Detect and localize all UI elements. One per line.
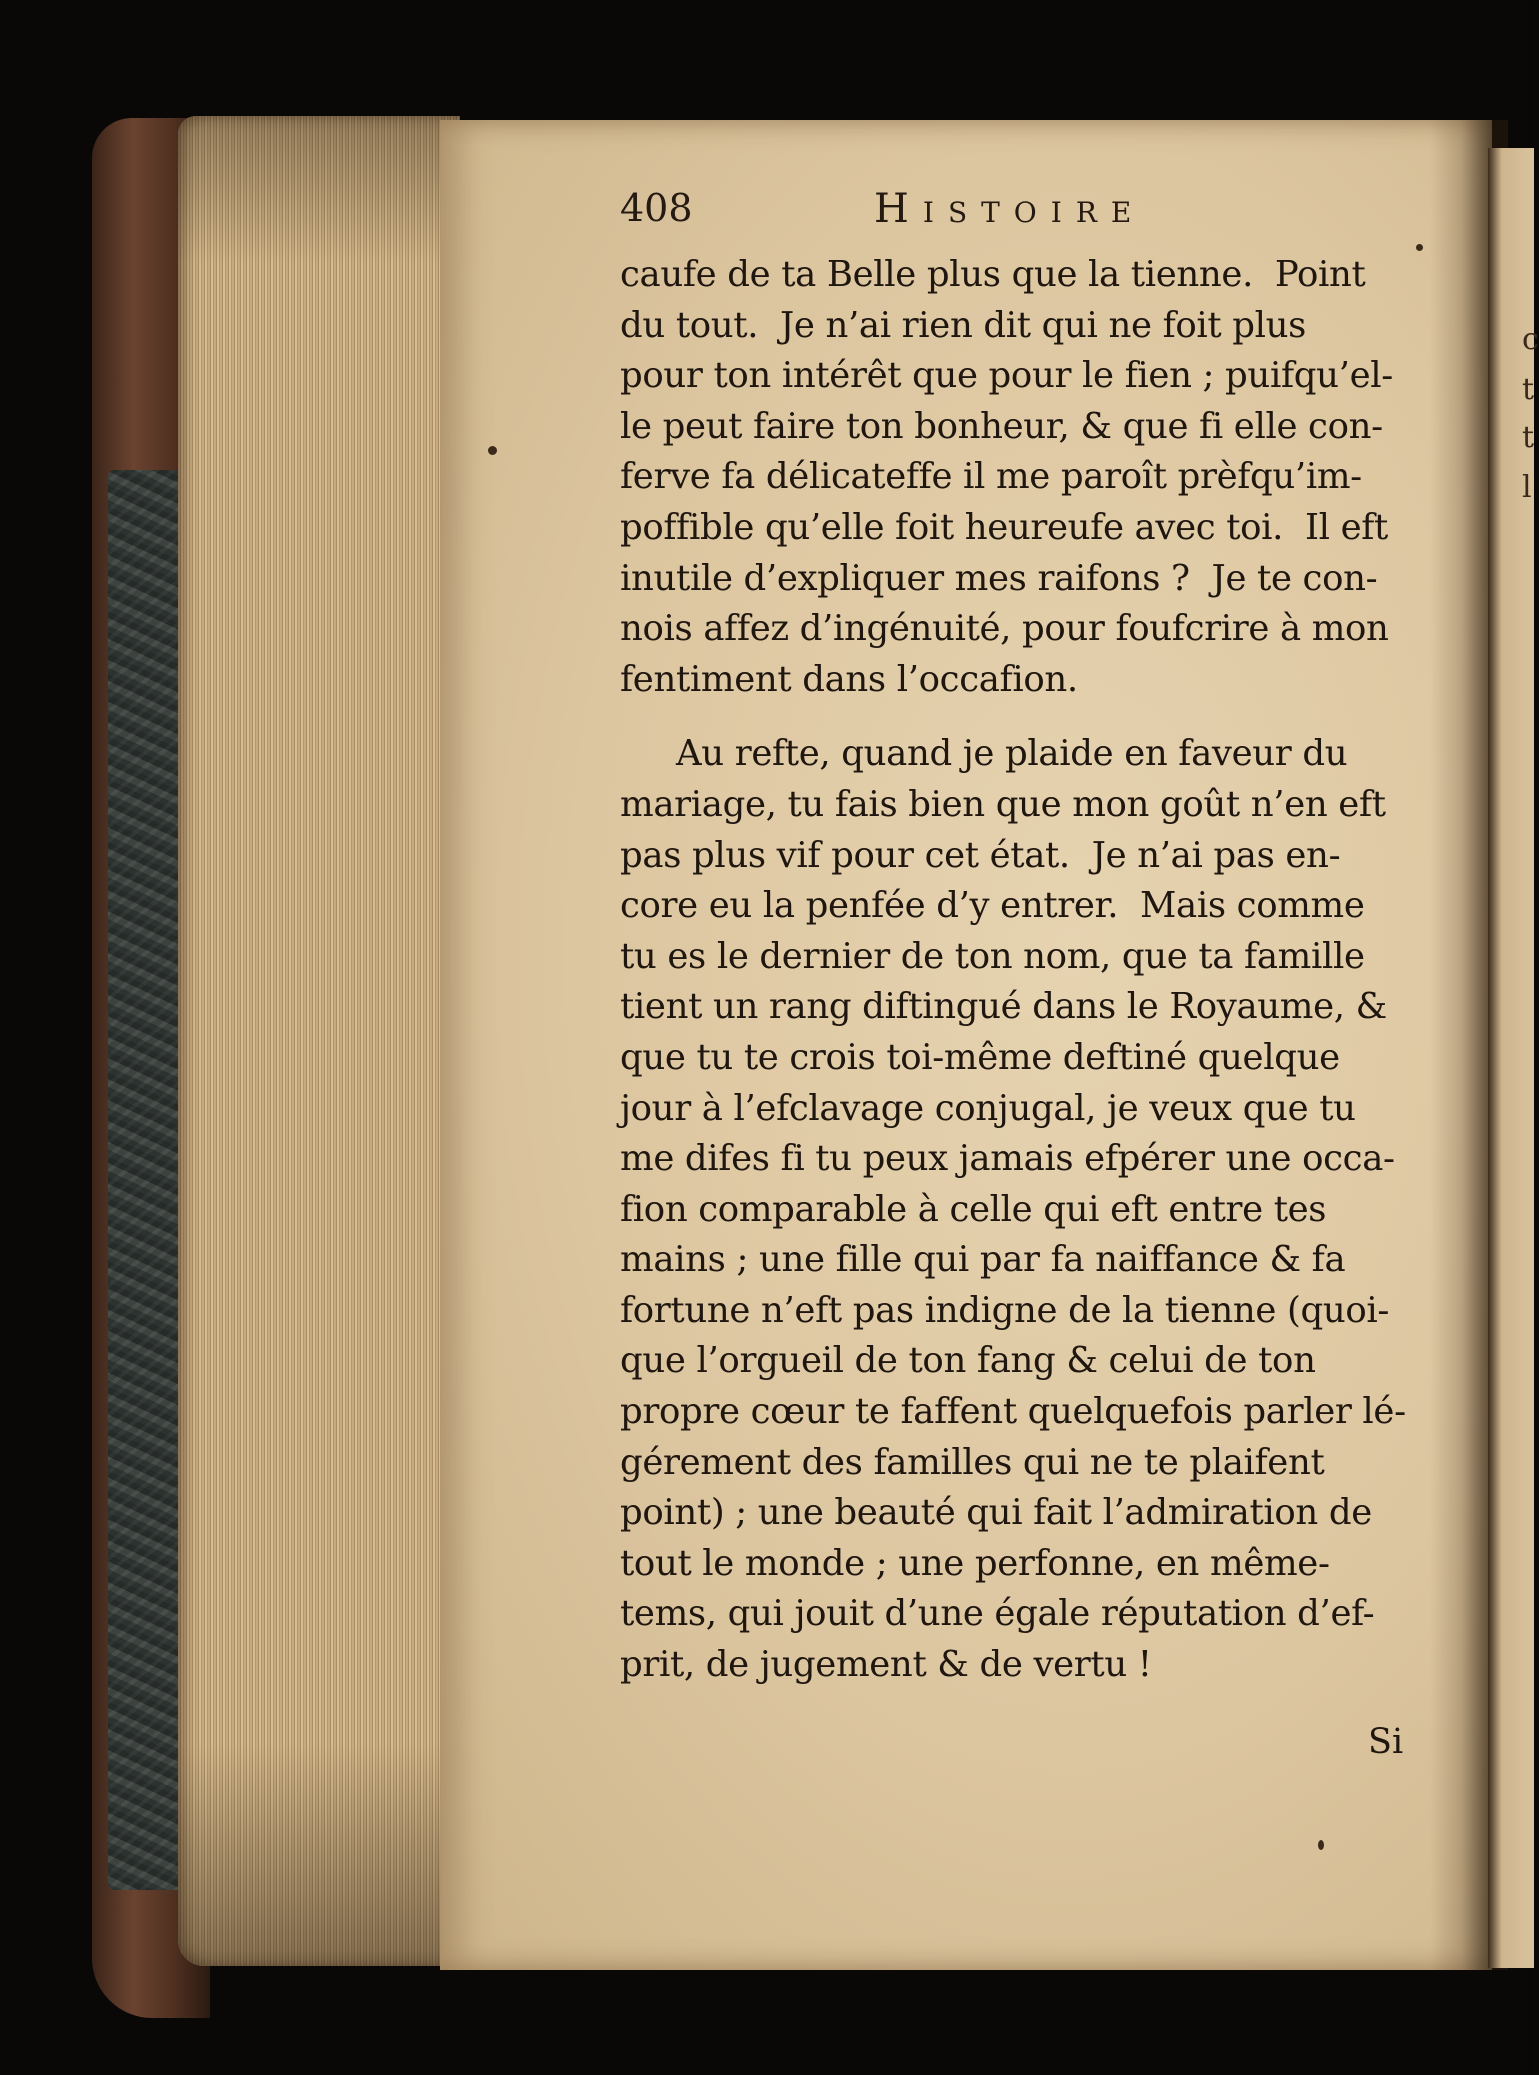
text-line: le peut faire ton bonheur, & que fi elle con-: [620, 405, 1383, 447]
facing-page-glyph: t: [1522, 420, 1535, 455]
text-line: fion comparable à celle qui eft entre tes: [620, 1188, 1327, 1230]
text-line: pour ton intérêt que pour le fien ; puifqu’el-: [620, 355, 1393, 397]
text-line: jour à l’efclavage conjugal, je veux que tu: [620, 1087, 1356, 1129]
text-line: ferve fa délicateffe il me paroît prèfqu’im-: [620, 456, 1362, 498]
text-line: fentiment dans l’occafion.: [620, 658, 1078, 700]
body-text: [620, 250, 1410, 1691]
page-number: 408: [620, 186, 693, 230]
facing-page-glyph: t: [1522, 372, 1535, 407]
text-line: gérement des familles qui ne te plaifent: [620, 1441, 1325, 1483]
ink-speck: [1318, 1840, 1324, 1850]
facing-page-glyph: l: [1522, 470, 1532, 505]
ink-speck: [488, 446, 497, 455]
text-line: pas plus vif pour cet état. Je n’ai pas en-: [620, 834, 1341, 876]
text-line: me difes fi tu peux jamais efpérer une occa-: [620, 1138, 1395, 1180]
text-line: que l’orgueil de ton fang & celui de ton: [620, 1340, 1316, 1382]
text-line: tout le monde ; une perfonne, en même-: [620, 1542, 1330, 1584]
text-line: point) ; une beauté qui fait l’admiration de: [620, 1492, 1372, 1534]
text-line: du tout. Je n’ai rien dit qui ne foit plus: [620, 304, 1306, 346]
text-line: nois affez d’ingénuité, pour foufcrire à mon: [620, 608, 1389, 650]
text-line: mariage, tu fais bien que mon goût n’en eft: [620, 783, 1386, 825]
text-line: poffible qu’elle foit heureufe avec toi. Il eft: [620, 506, 1388, 548]
ink-speck: [1416, 244, 1423, 251]
text-line: Au refte, quand je plaide en faveur du: [676, 733, 1348, 775]
paragraph-break: [620, 705, 1410, 729]
running-head: [620, 186, 1320, 242]
text-line: tu es le dernier de ton nom, que ta famille: [620, 935, 1365, 977]
text-line: propre cœur te faffent quelquefois parler lé-: [620, 1391, 1406, 1433]
text-line: mains ; une fille qui par fa naiffance & fa: [620, 1239, 1346, 1281]
catchword: Si: [1368, 1722, 1404, 1762]
text-line: fortune n’eft pas indigne de la tienne (quoi-: [620, 1289, 1390, 1331]
facing-page-glyph: c: [1522, 322, 1539, 357]
text-line: inutile d’expliquer mes raifons ? Je te con-: [620, 557, 1378, 599]
text-line: caufe de ta Belle plus que la tienne. Point: [620, 254, 1366, 295]
running-title: Histoire: [874, 186, 1146, 232]
text-line: tient un rang diftingué dans le Royaume, &: [620, 986, 1387, 1028]
text-line: tems, qui jouit d’une égale réputation d’ef-: [620, 1593, 1375, 1635]
text-line: core eu la penfée d’y entrer. Mais comme: [620, 885, 1365, 927]
page-edges-shadow: [178, 116, 460, 1966]
text-line: prit, de jugement & de vertu !: [620, 1644, 1152, 1686]
text-line: que tu te crois toi-même deftiné quelque: [620, 1036, 1340, 1078]
